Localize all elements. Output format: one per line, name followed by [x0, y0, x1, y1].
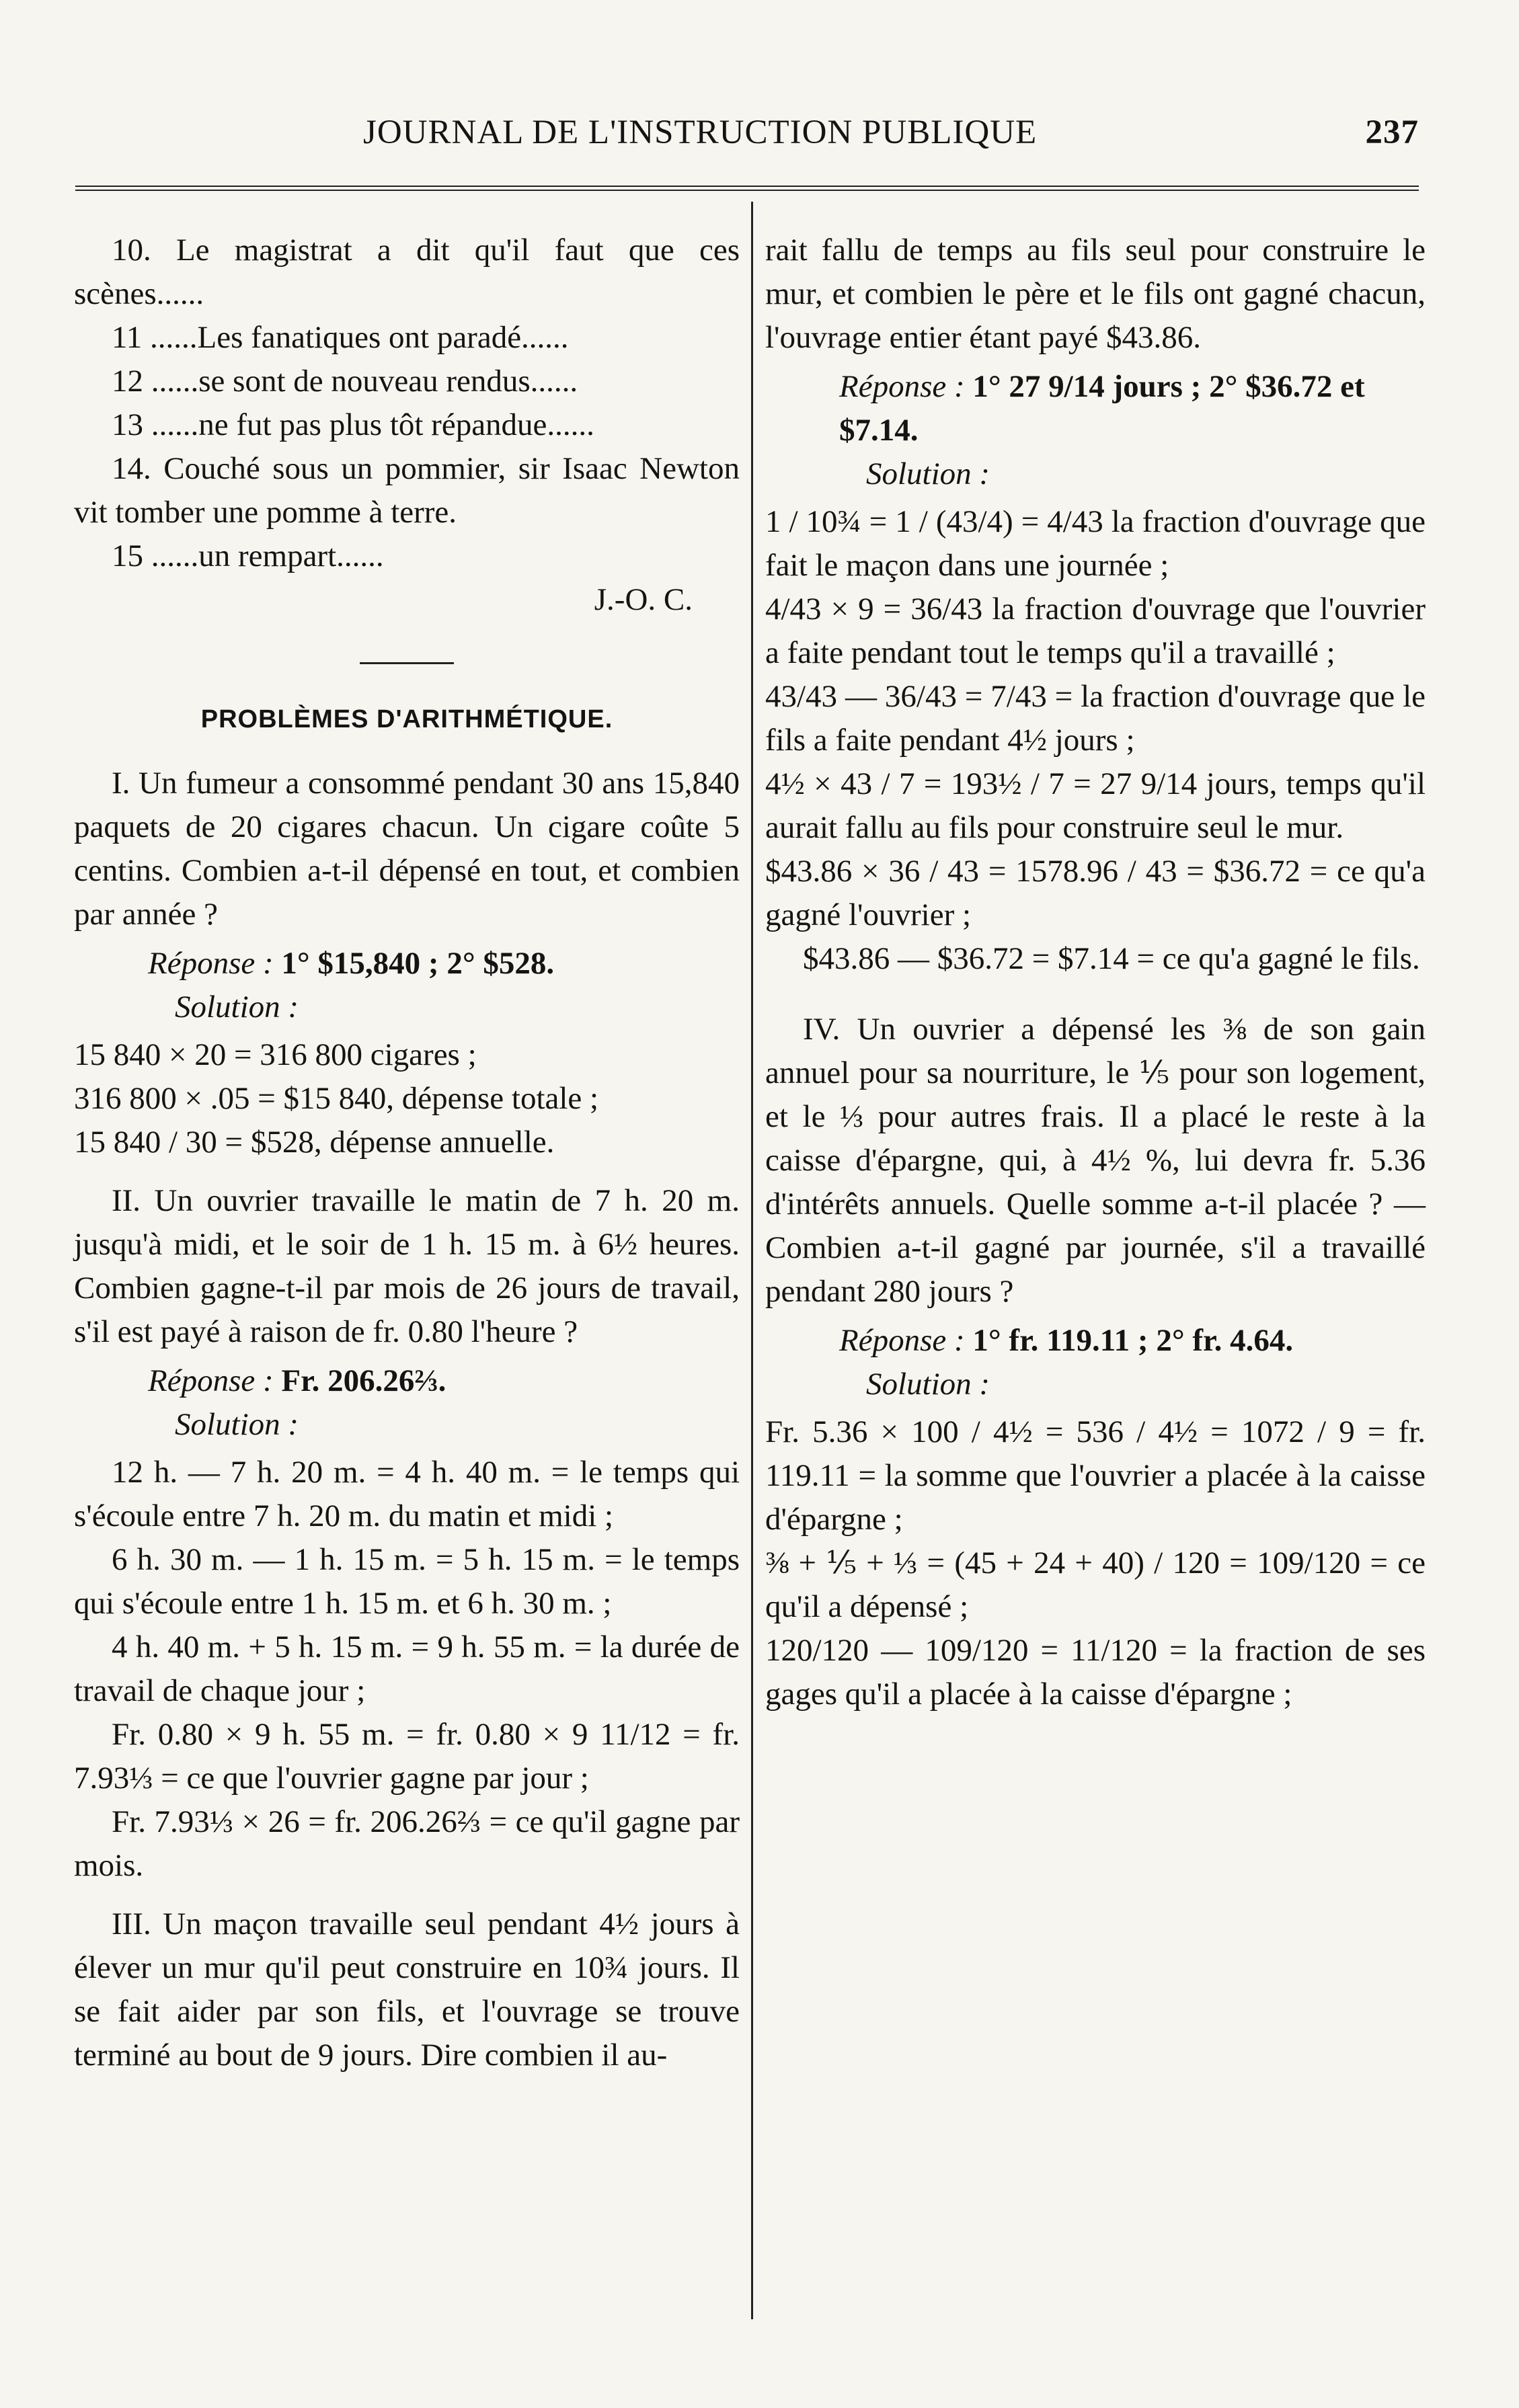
problem-4-answer [765, 1319, 1426, 1363]
list-item: 15 ......un rempart...... [112, 538, 384, 573]
problem-1-answer [74, 942, 740, 986]
problem-3-text: III. Un maçon travaille seul pendant 4½ jours à élever un mur qu'il peut construire en 10¾ jours. Il se fait aider par son fils, et l'ouvrage se trouve terminé au bout de 9 jours. Dire combien il au- [74, 1907, 740, 2073]
solution-line: Fr. 0.80 × 9 h. 55 m. = fr. 0.80 × 9 11/12 = fr. 7.93⅓ = ce que l'ouvrier gagne par jour ; [74, 1717, 740, 1796]
solution-line: Fr. 5.36 × 100 / 4½ = 536 / 4½ = 1072 / 9 = fr. 119.11 = la somme que l'ouvrier a placée à la caisse d'épargne ; [765, 1414, 1426, 1537]
answer-value: 1° 27 9/14 jours ; 2° $36.72 et $7.14. [839, 369, 1365, 448]
problem-1-text: I. Un fumeur a consommé pendant 30 ans 15,840 paquets de 20 cigares chacun. Un cigare coûte 5 centins. Combien a-t-il dépensé en tout, et combien par année ? [74, 766, 740, 932]
solution-line: 316 800 × .05 = $15 840, dépense totale ; [74, 1081, 599, 1116]
solution-line: 15 840 × 20 = 316 800 cigares ; [74, 1037, 477, 1072]
answer-label: Réponse : [839, 1323, 965, 1358]
solution-line: 4 h. 40 m. + 5 h. 15 m. = 9 h. 55 m. = la durée de travail de chaque jour ; [74, 1630, 740, 1708]
section-heading: PROBLÈMES D'ARITHMÉTIQUE. [200, 705, 613, 733]
list-item: 12 ......se sont de nouveau rendus...... [112, 364, 578, 399]
list-item: 10. Le magistrat a dit qu'il faut que ces scènes...... [74, 233, 740, 311]
solution-label: Solution : [866, 456, 990, 491]
solution-line: 4/43 × 9 = 36/43 la fraction d'ouvrage que l'ouvrier a faite pendant tout le temps qu'il a travaillé ; [765, 592, 1426, 670]
running-head [74, 113, 1419, 167]
section-separator [360, 662, 454, 664]
page-number: 237 [1365, 114, 1419, 151]
solution-line: $43.86 — $36.72 = $7.14 = ce qu'a gagné le fils. [803, 941, 1420, 976]
answer-label: Réponse : [839, 369, 965, 404]
solution-line: 4½ × 43 / 7 = 193½ / 7 = 27 9/14 jours, temps qu'il aurait fallu au fils pour construire seul le mur. [765, 766, 1426, 845]
answer-label: Réponse : [148, 946, 274, 981]
left-column [74, 229, 740, 2077]
solution-line: 120/120 — 109/120 = 11/120 = la fraction de ses gages qu'il a placée à la caisse d'épargne ; [765, 1633, 1426, 1712]
list-item: 13 ......ne fut pas plus tôt répandue...... [112, 407, 594, 442]
problem-3-answer [765, 365, 1426, 452]
solution-line: 6 h. 30 m. — 1 h. 15 m. = 5 h. 15 m. = le temps qui s'écoule entre 1 h. 15 m. et 6 h. 30 m. ; [74, 1542, 740, 1621]
solution-label: Solution : [175, 1407, 299, 1442]
answer-value: 1° fr. 119.11 ; 2° fr. 4.64. [972, 1323, 1294, 1358]
solution-line: 15 840 / 30 = $528, dépense annuelle. [74, 1125, 555, 1160]
answer-value: 1° $15,840 ; 2° $528. [281, 946, 555, 981]
problem-2-answer [74, 1359, 740, 1403]
solution-label: Solution : [175, 990, 299, 1025]
problem-2-text: II. Un ouvrier travaille le matin de 7 h. 20 m. jusqu'à midi, et le soir de 1 h. 15 m. à 6½ heures. Combien gagne-t-il par mois de 26 jours de travail, s'il est payé à raison de fr. 0.80 l'heure ? [74, 1183, 740, 1349]
signature: J.-O. C. [594, 582, 693, 617]
solution-label: Solution : [866, 1367, 990, 1402]
list-item: 11 ......Les fanatiques ont paradé...... [112, 320, 569, 355]
right-column [765, 229, 1426, 1716]
list-item: 14. Couché sous un pommier, sir Isaac Newton vit tomber une pomme à terre. [74, 451, 740, 530]
solution-line: 12 h. — 7 h. 20 m. = 4 h. 40 m. = le temps qui s'écoule entre 7 h. 20 m. du matin et midi ; [74, 1455, 740, 1533]
solution-line: 43/43 — 36/43 = 7/43 = la fraction d'ouvrage que le fils a faite pendant 4½ jours ; [765, 679, 1426, 758]
solution-line: ⅜ + ⅕ + ⅓ = (45 + 24 + 40) / 120 = 109/120 = ce qu'il a dépensé ; [765, 1546, 1426, 1624]
solution-line: 1 / 10¾ = 1 / (43/4) = 4/43 la fraction d'ouvrage que fait le maçon dans une journée ; [765, 504, 1426, 583]
solution-line: Fr. 7.93⅓ × 26 = fr. 206.26⅔ = ce qu'il gagne par mois. [74, 1804, 740, 1883]
column-divider [751, 202, 753, 2319]
problem-4-text: IV. Un ouvrier a dépensé les ⅜ de son gain annuel pour sa nourriture, le ⅕ pour son logement, et le ⅓ pour autres frais. Il a placé le reste à la caisse d'épargne, qui, à 4½ %, lui devra fr. 5.36 d'intérêts annuels. Quelle somme a-t-il placée ? — Combien a-t-il gagné par journée, s'il a travaillé pendant 280 jours ? [765, 1012, 1426, 1309]
journal-title: JOURNAL DE L'INSTRUCTION PUBLIQUE [363, 114, 1038, 151]
answer-label: Réponse : [148, 1363, 274, 1398]
header-rule [75, 186, 1419, 191]
solution-line: $43.86 × 36 / 43 = 1578.96 / 43 = $36.72 = ce qu'a gagné l'ouvrier ; [765, 854, 1426, 932]
answer-value: Fr. 206.26⅔. [281, 1363, 446, 1398]
problem-3-continuation: rait fallu de temps au fils seul pour construire le mur, et combien le père et le fils ont gagné chacun, l'ouvrage entier étant payé $43.86. [765, 233, 1426, 355]
